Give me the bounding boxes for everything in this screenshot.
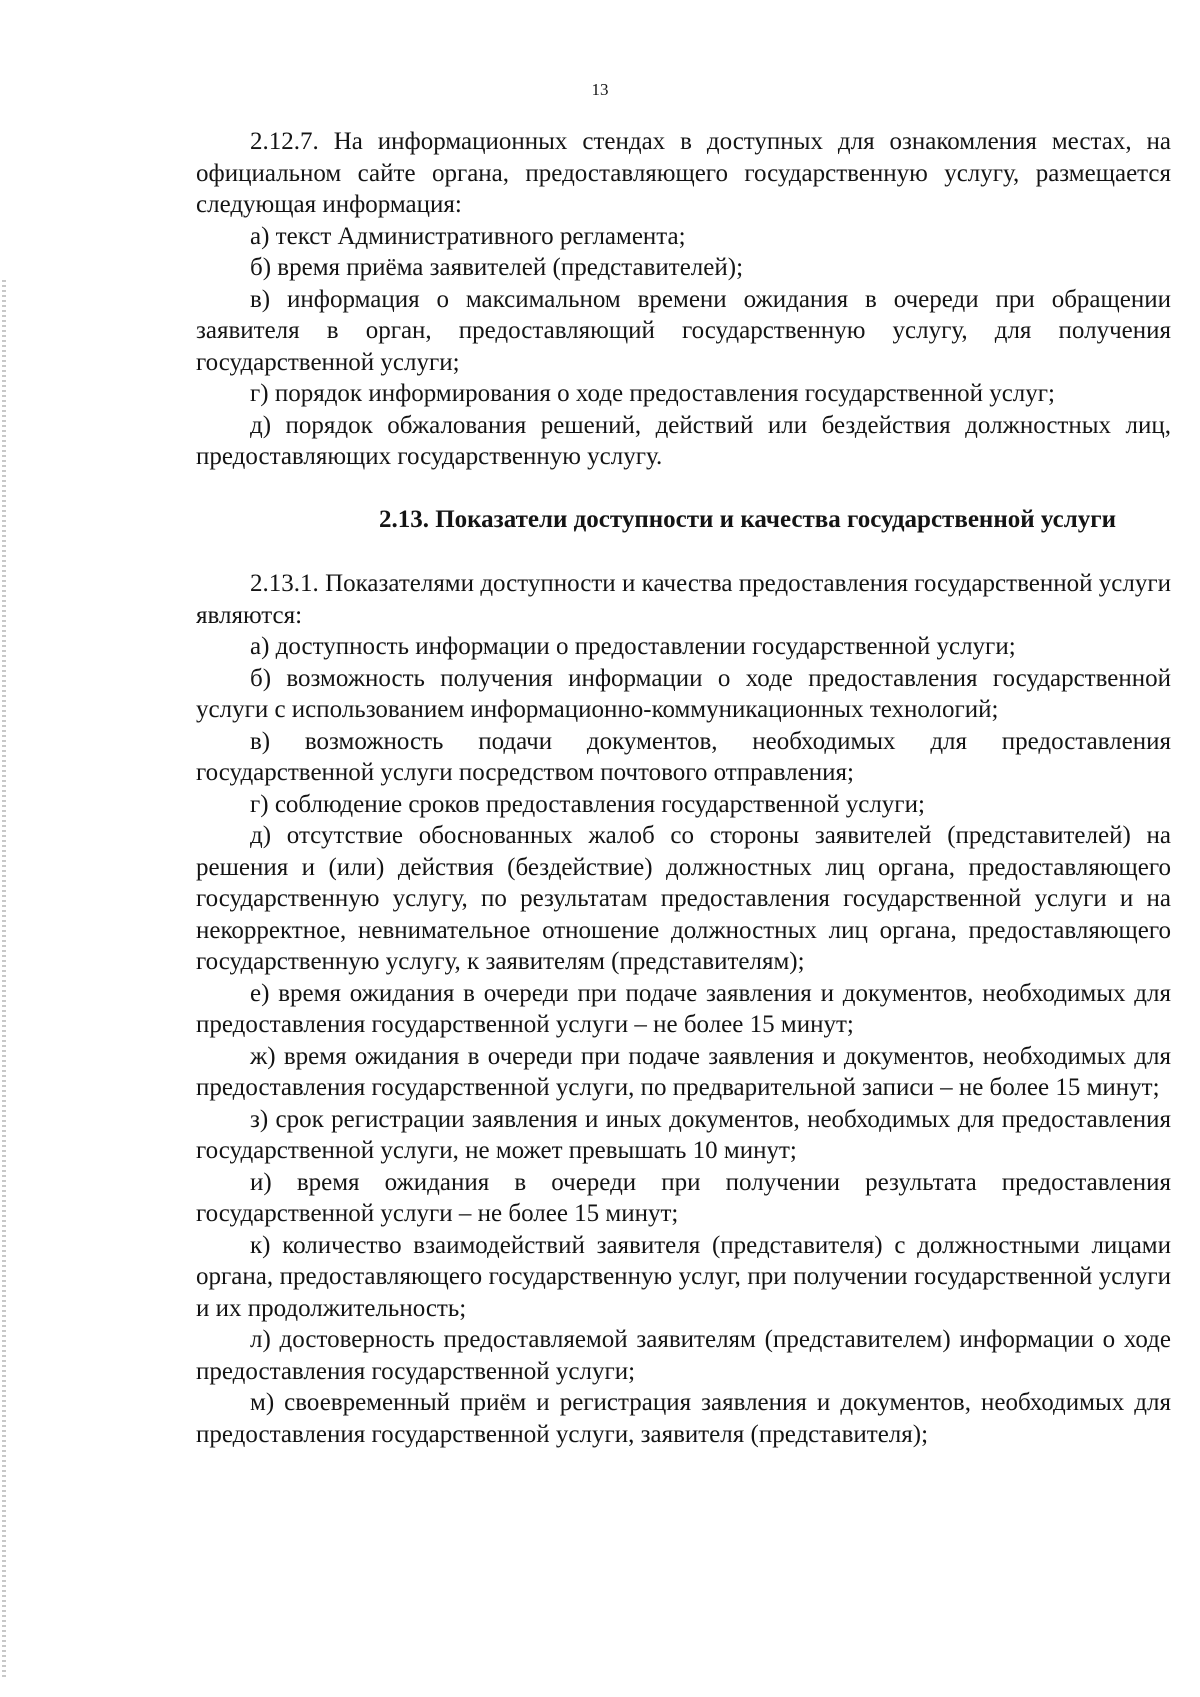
page-number: 13 <box>591 80 609 99</box>
list-item-d: д) порядок обжалования решений, действий или бездействия должностных лиц, предоставляющих государственную услугу. <box>196 411 1171 470</box>
indicator-item-v: в) возможность подачи документов, необходимых для предоставления государственной услуги посредством почтового отправления; <box>196 727 1171 786</box>
indicator-item-g: г) соблюдение сроков предоставления государственной услуги; <box>250 790 925 818</box>
indicator-item-a: а) доступность информации о предоставлении государственной услуги; <box>250 633 1016 660</box>
list-item-v: в) информация о максимальном времени ожидания в очереди при обращении заявителя в орган, предоставляющий государственную услугу, для получения государственной услуги; <box>196 285 1171 376</box>
indicator-item-d: д) отсутствие обоснованных жалоб со стороны заявителей (представителей) на решения и (или) действия (бездействие) должностных лиц органа, предоставляющего государственную услугу, по результатам предоставления государственной услуги и на некорректное, невнимательное отношение должностных лиц органа, предоставляющего государственную услугу, к заявителям (представителям); <box>196 822 1171 975</box>
paragraph-2-12-7: 2.12.7. На информационных стендах в доступных для ознакомления местах, на официальном сайте органа, предоставляющего государственную услугу, размещается следующая информация: <box>196 128 1171 218</box>
indicator-item-i: и) время ожидания в очереди при получении результата предоставления государственной услуги – не более 15 минут; <box>196 1168 1171 1227</box>
document-body <box>196 126 1171 1450</box>
indicator-item-k: к) количество взаимодействий заявителя (представителя) с должностными лицами органа, предоставляющего государственную услуг, при получении государственной услуги и их продолжительность; <box>196 1231 1171 1322</box>
indicator-item-z: з) срок регистрации заявления и иных документов, необходимых для предоставления государственной услуги, не может превышать 10 минут; <box>196 1105 1171 1164</box>
indicator-item-zh: ж) время ожидания в очереди при подаче заявления и документов, необходимых для предоставления государственной услуги, по предварительной записи – не более 15 минут; <box>196 1042 1171 1101</box>
paragraph-2-13-1: 2.13.1. Показателями доступности и качества предоставления государственной услуги являются: <box>196 570 1171 629</box>
list-item-g: г) порядок информирования о ходе предоставления государственной услуг; <box>250 380 1055 407</box>
list-item-b: б) время приёма заявителей (представителей); <box>250 254 744 281</box>
indicator-item-m: м) своевременный приём и регистрация заявления и документов, необходимых для предоставления государственной услуги, заявителя (представителя); <box>196 1389 1171 1448</box>
scan-binding-edge <box>2 280 6 1680</box>
indicator-item-l: л) достоверность предоставляемой заявителям (представителем) информации о ходе предоставления государственной услуги; <box>196 1326 1171 1385</box>
indicator-item-b: б) возможность получения информации о ходе предоставления государственной услуги с использованием информационно-коммуникационных технологий; <box>196 664 1171 723</box>
indicator-item-e: е) время ожидания в очереди при подаче заявления и документов, необходимых для предоставления государственной услуги – не более 15 минут; <box>196 979 1171 1038</box>
list-item-a: а) текст Административного регламента; <box>250 222 686 250</box>
section-title: 2.13. Показатели доступности и качества государственной услуги <box>378 505 1116 533</box>
